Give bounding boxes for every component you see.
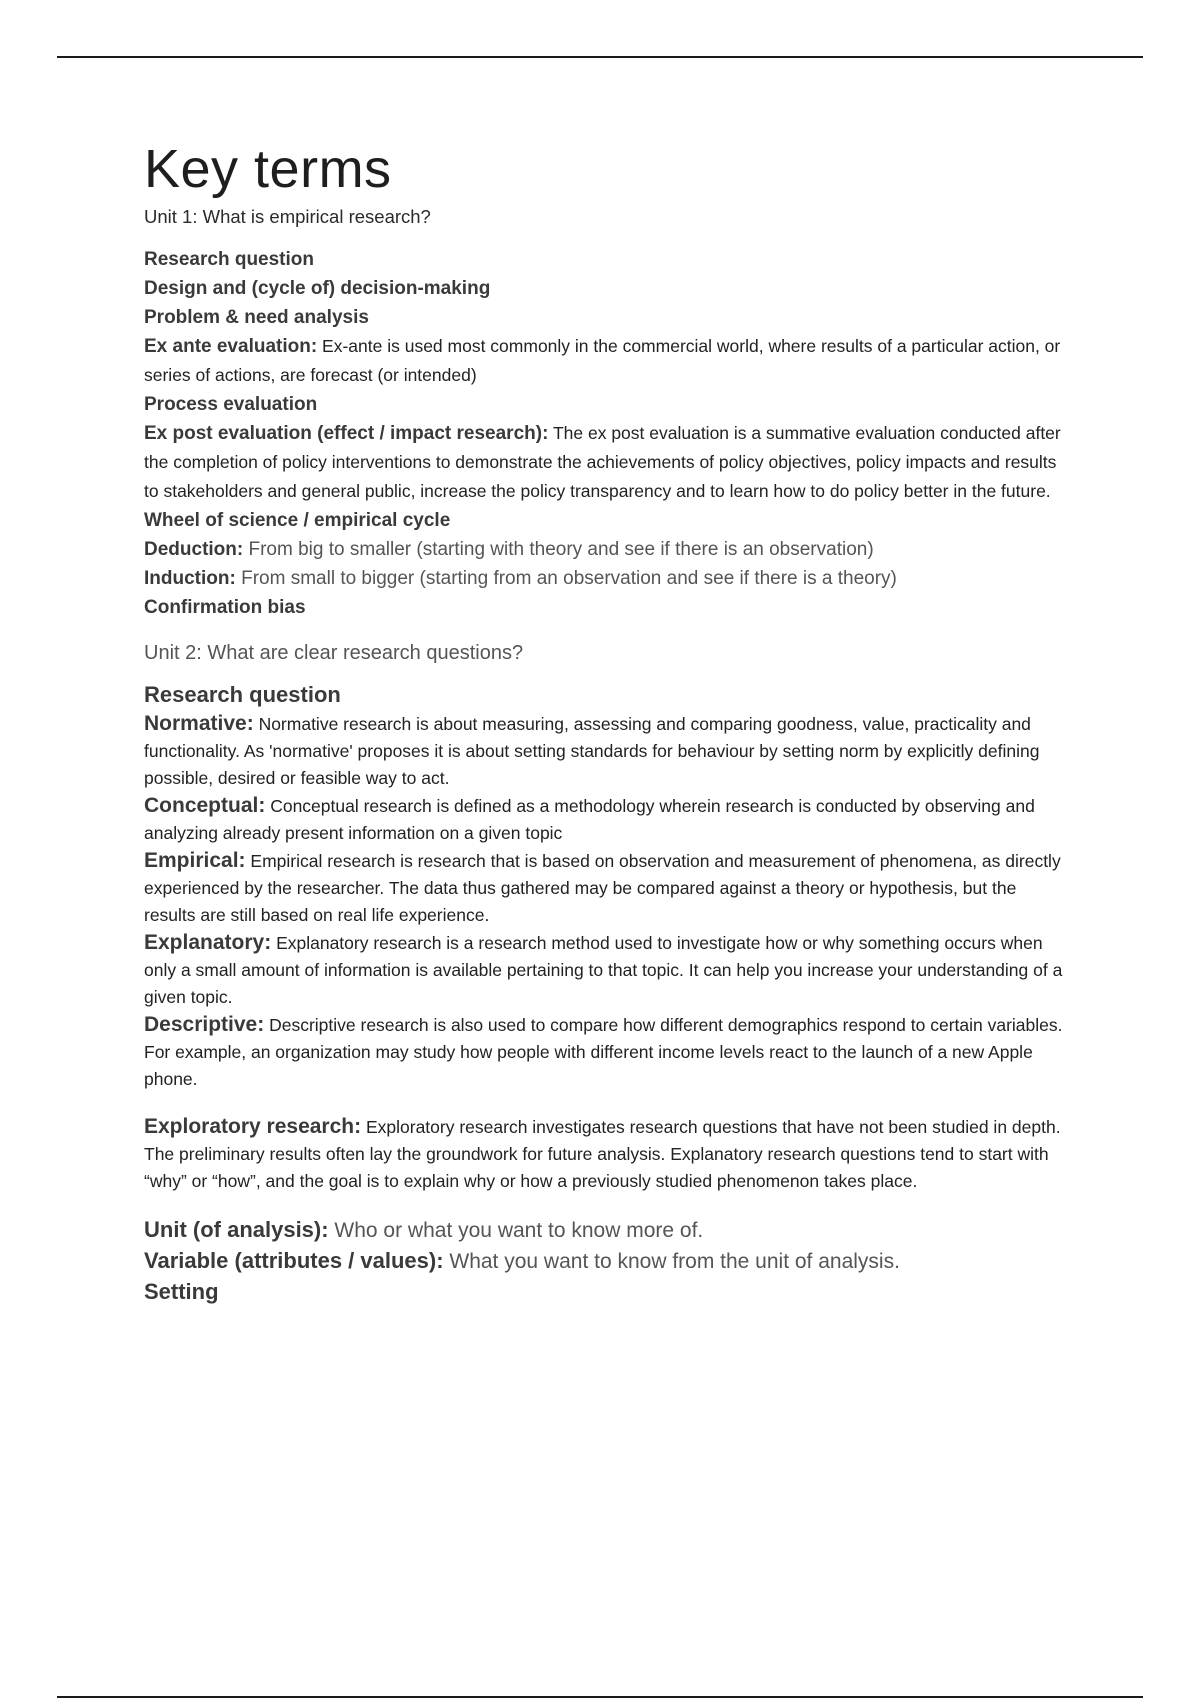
term-label: Empirical:: [144, 849, 246, 872]
term-entry: [144, 681, 1064, 710]
term-entry: [144, 274, 1064, 303]
term-entry: [144, 847, 1064, 929]
term-label: Research question: [144, 682, 341, 707]
term-entry: [144, 1246, 1064, 1277]
term-label: Unit (of analysis):: [144, 1217, 329, 1242]
term-definition: Explanatory research is a research method used to investigate how or why something occurs when only a small amount of information is available pertaining to that topic. It can help you increase your understanding of a given topic.: [144, 933, 1063, 1007]
term-label: Variable (attributes / values):: [144, 1248, 444, 1273]
document-body: [144, 138, 1064, 1307]
term-definition: Exploratory research investigates research questions that have not been studied in depth. The preliminary results often lay the groundwork for future analysis. Explanatory research questions tend to start with “why” or “how”, and the goal is to explain why or how a previously studied phenomenon takes place.: [144, 1117, 1061, 1191]
term-label: Explanatory:: [144, 931, 272, 954]
top-rule: [57, 56, 1143, 58]
term-definition: From small to bigger (starting from an observation and see if there is a theory): [235, 568, 897, 589]
term-label: Design and (cycle of) decision-making: [144, 278, 491, 299]
term-entry: [144, 1215, 1064, 1246]
unit1-section: [144, 204, 1064, 622]
term-entry: [144, 1113, 1064, 1195]
spacer: [144, 1093, 1064, 1113]
bottom-rule: [57, 1696, 1143, 1698]
term-entry: [144, 1277, 1064, 1307]
unit1-terms: [144, 245, 1064, 622]
unit2-section: [144, 640, 1064, 1307]
term-definition: The ex post evaluation is a summative evaluation conducted after the completion of policy interventions to demonstrate the achievements of policy objectives, policy impacts and results to stakeholders and general public, increase the policy transparency and to learn how to do policy better in the future.: [144, 423, 1061, 501]
term-entry: [144, 792, 1064, 847]
term-label: Conceptual:: [144, 794, 266, 817]
term-definition: Descriptive research is also used to compare how different demographics respond to certain variables. For example, an organization may study how people with different income levels react to the launch of a new Apple phone.: [144, 1015, 1063, 1089]
term-label: Descriptive:: [144, 1013, 265, 1036]
unit2-tail-terms: [144, 1215, 1064, 1307]
term-label: Process evaluation: [144, 394, 318, 415]
term-entry: [144, 332, 1064, 390]
term-label: Deduction:: [144, 539, 244, 560]
term-label: Induction:: [144, 568, 236, 589]
term-definition: What you want to know from the unit of analysis.: [443, 1250, 900, 1273]
term-label: Research question: [144, 249, 314, 270]
page-title: Key terms: [144, 139, 392, 199]
term-entry: [144, 419, 1064, 506]
unit2-heading: Unit 2: What are clear research questions?: [144, 642, 524, 664]
term-definition: Conceptual research is defined as a methodology wherein research is conducted by observing and analyzing already present information on a given topic: [144, 796, 1035, 843]
term-definition: Ex-ante is used most commonly in the commercial world, where results of a particular action, or series of actions, are forecast (or intended): [144, 336, 1061, 385]
term-entry: [144, 710, 1064, 792]
term-entry: [144, 506, 1064, 535]
term-label: Problem & need analysis: [144, 307, 369, 328]
term-label: Confirmation bias: [144, 597, 306, 618]
term-definition: Normative research is about measuring, assessing and comparing goodness, value, practicality and functionality. As 'normative' proposes it is about setting standards for behaviour by setting norm by explicitly defining possible, desired or feasible way to act.: [144, 714, 1040, 788]
term-entry: [144, 564, 1064, 593]
term-entry: [144, 303, 1064, 332]
term-label: Normative:: [144, 712, 254, 735]
term-entry: [144, 929, 1064, 1011]
term-entry: [144, 535, 1064, 564]
term-label: Wheel of science / empirical cycle: [144, 510, 451, 531]
term-label: Exploratory research:: [144, 1115, 362, 1138]
spacer: [144, 1195, 1064, 1215]
term-entry: [144, 1011, 1064, 1093]
term-label: Setting: [144, 1279, 219, 1304]
term-definition: Empirical research is research that is based on observation and measurement of phenomena, as directly experienced by the researcher. The data thus gathered may be compared against a theory or hypothesis, but the results are still based on real life experience.: [144, 851, 1061, 925]
unit2-terms: [144, 681, 1064, 1307]
term-entry: [144, 245, 1064, 274]
term-entry: [144, 390, 1064, 419]
term-definition: Who or what you want to know more of.: [328, 1219, 704, 1242]
unit1-heading: Unit 1: What is empirical research?: [144, 206, 431, 227]
term-definition: From big to smaller (starting with theory and see if there is an observation): [243, 539, 874, 560]
term-entry: [144, 593, 1064, 622]
term-label: Ex post evaluation (effect / impact research):: [144, 423, 549, 444]
term-label: Ex ante evaluation:: [144, 336, 318, 357]
